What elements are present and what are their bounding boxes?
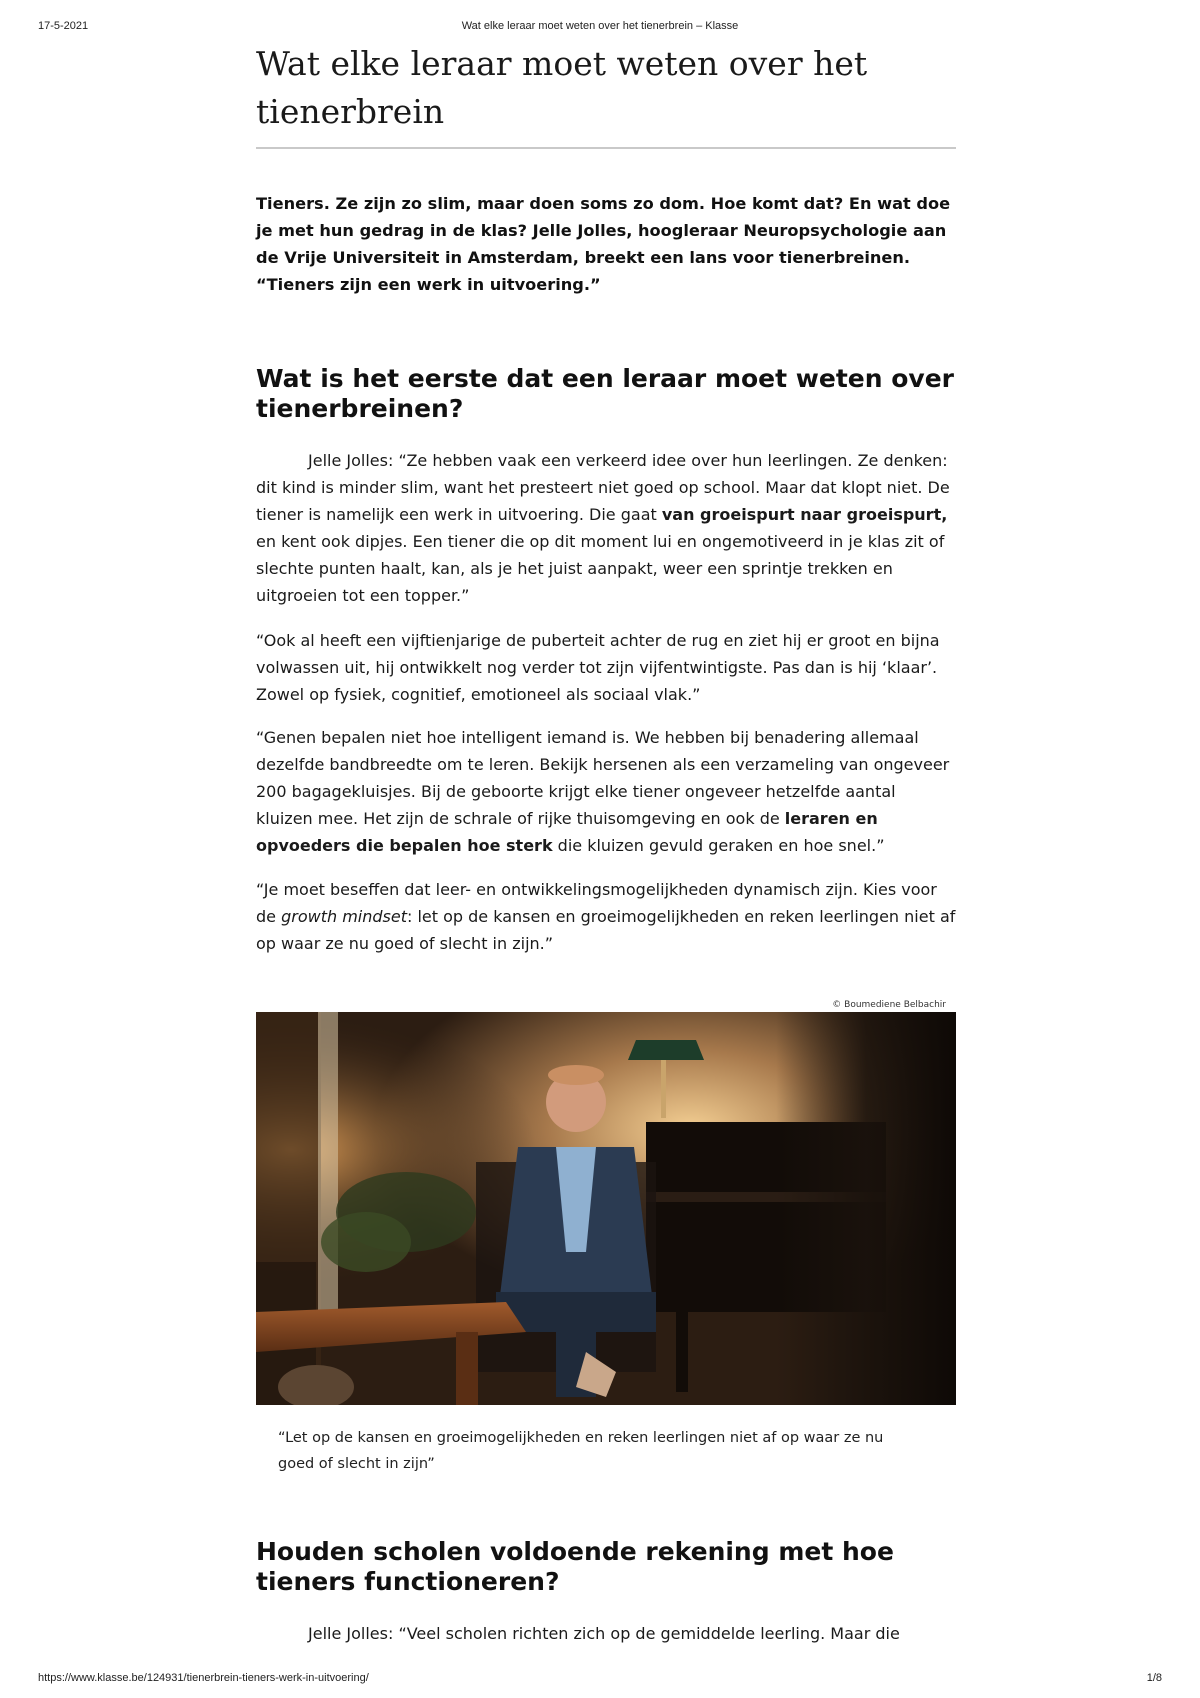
print-url: https://www.klasse.be/124931/tienerbrein-tieners-werk-in-uitvoering/ [38,1672,369,1684]
paragraph-4 [256,876,956,957]
article-title: Wat elke leraar moet weten over het tienerbrein [256,44,868,131]
paragraph-4-text-a: “Je moet beseffen dat leer- en ontwikkelingsmogelijkheden dynamisch zijn. Kies voor de [256,880,937,926]
paragraph-1-bold: van groeispurt naar groeispurt, [661,505,948,524]
article-lead: Tieners. Ze zijn zo slim, maar doen soms zo dom. Hoe komt dat? En wat doe je met hun gedrag in de klas? Jelle Jolles, hoogleraar Neuropsychologie aan de Vrije Universiteit in Amsterdam, breekt een lans voor tienerbreinen. “Tieners zijn een werk in uitvoering.” [256,194,951,294]
page-number: 1/8 [1146,1672,1162,1684]
paragraph-3 [256,724,956,859]
paragraph-4-text-b: : let op de kansen en groeimogelijkheden en reken leerlingen niet af op waar ze nu goed of slecht in zijn.” [256,907,956,953]
paragraph-3-bold: leraren en opvoeders die bepalen hoe sterk [256,809,878,855]
print-date: 17-5-2021 [38,20,89,32]
paragraph-1-text-b: en kent ook dipjes. Een tiener die op dit moment lui en ongemotiveerd in je klas zit of slechte punten haalt, kan, als je het juist aanpakt, weer een sprintje trekken en uitgroeien tot een topper.” [256,532,945,605]
paragraph-1-text-a: Jelle Jolles: “Ze hebben vaak een verkeerd idee over hun leerlingen. Ze denken: dit kind is minder slim, want het presteert niet goed op school. Maar dat klopt niet. De tiener is namelijk een werk in uitvoering. Die gaat [256,451,950,524]
article-photo [256,1012,956,1405]
section-heading-first: Wat is het eerste dat een leraar moet weten over tienerbreinen? [256,364,955,423]
paragraph-2: “Ook al heeft een vijftienjarige de puberteit achter de rug en ziet hij er groot en bijna volwassen uit, hij ontwikkelt nog verder tot zijn vijfentwintigste. Pas dan is hij ‘klaar’. Zowel op fysiek, cognitief, emotioneel als sociaal vlak.” [256,631,940,704]
paragraph-5: Jelle Jolles: “Veel scholen richten zich op de gemiddelde leerling. Maar die [308,1624,900,1643]
print-header [0,20,1200,38]
print-page-title: Wat elke leraar moet weten over het tienerbrein – Klasse [461,20,739,32]
paragraph-1 [256,447,956,609]
photo-caption: “Let op de kansen en groeimogelijkheden en reken leerlingen niet af op waar ze nu goed of slecht in zijn” [278,1430,884,1472]
paragraph-3-text-b: die kluizen gevuld geraken en hoe snel.” [552,836,885,855]
paragraph-4-italic: growth mindset [281,907,407,926]
print-footer [0,1672,1200,1690]
paragraph-3-text-a: “Genen bepalen niet hoe intelligent iemand is. We hebben bij benadering allemaal dezelfde bandbreedte om te leren. Bekijk hersenen als een verzameling van ongeveer 200 bagagekluisjes. Bij de geboorte krijgt elke tiener ongeveer hetzelfde aantal kluizen mee. Het zijn de schrale of rijke thuisomgeving en ook de [256,728,950,828]
section-heading-second: Houden scholen voldoende rekening met hoe tieners functioneren? [256,1537,894,1596]
title-divider [256,147,956,149]
photo-credit: © Boumediene Belbachir [832,1000,946,1010]
portrait-photo-illustration [256,1012,956,1405]
